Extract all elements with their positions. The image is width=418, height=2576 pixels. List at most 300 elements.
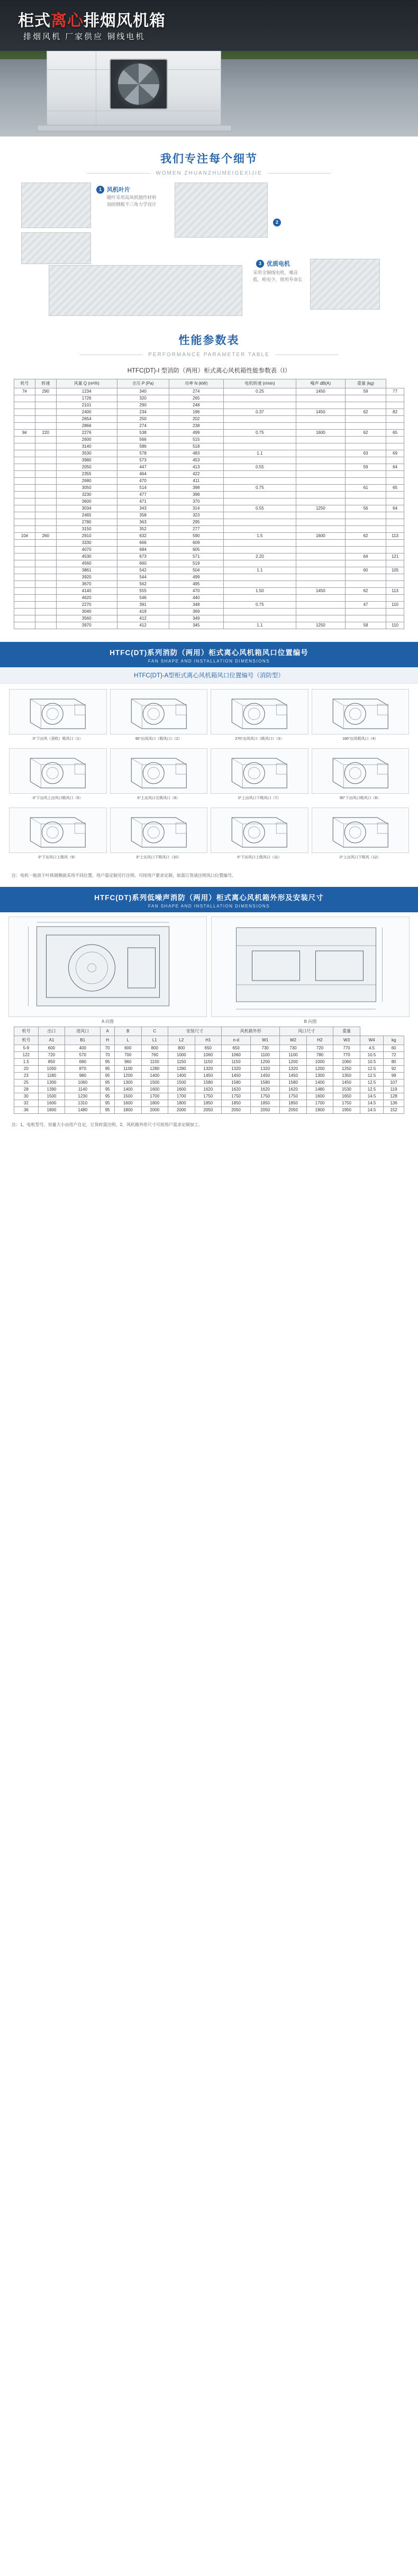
table-cell: 152 (384, 1107, 404, 1114)
table-cell (296, 498, 345, 505)
table-cell: 605 (169, 547, 223, 554)
table-cell: 1180 (38, 1073, 65, 1080)
table-cell (345, 471, 386, 478)
table-cell (35, 609, 56, 615)
table-cell: 495 (169, 581, 223, 588)
table-cell: 0.25 (224, 388, 296, 395)
table-cell: 63 (345, 450, 386, 457)
table-cell: 586 (117, 443, 169, 450)
table-cell: 1200 (251, 1059, 280, 1066)
diagram-cell-11 (209, 805, 310, 865)
table-cell: 1580 (251, 1080, 280, 1086)
table-cell: 542 (117, 567, 169, 574)
table-cell: 422 (169, 471, 223, 478)
table-cell (35, 437, 56, 443)
fan-inlet-opening (110, 59, 168, 110)
fan-position-diagram-icon (110, 808, 208, 853)
table-cell: 391 (117, 602, 169, 609)
dim-col-10: W2 (280, 1036, 307, 1045)
table-cell: 1800 (115, 1107, 142, 1114)
table-row (14, 402, 404, 409)
table-cell: 684 (117, 547, 169, 554)
table-cell: 1320 (280, 1066, 307, 1073)
table-row (14, 478, 404, 485)
hero-product-image (47, 51, 221, 129)
table-cell: 1600 (38, 1100, 65, 1107)
table-row (14, 485, 404, 492)
table-cell: 3970 (56, 622, 117, 629)
table-cell: 1750 (222, 1093, 251, 1100)
table-cell: 2050 (195, 1107, 222, 1114)
table-cell: 1150 (168, 1059, 195, 1066)
table-row (14, 526, 404, 533)
table-cell (345, 402, 386, 409)
dim-col-1: A1 (38, 1036, 65, 1045)
table-cell: 320 (117, 395, 169, 402)
table-cell: 4.5 (360, 1045, 384, 1052)
table-cell (345, 512, 386, 519)
table-cell (296, 423, 345, 430)
performance-table-block (0, 366, 418, 634)
table-cell: 1450 (280, 1073, 307, 1080)
table-cell: 2050 (280, 1107, 307, 1114)
table-row (14, 1066, 404, 1073)
table-cell (386, 560, 404, 567)
table-cell: 1150 (141, 1059, 168, 1066)
fan-position-diagram-icon (312, 689, 410, 734)
table-cell: 30 (14, 1093, 39, 1100)
table-cell: 1450 (296, 588, 345, 595)
table-cell: 113 (386, 588, 404, 595)
table-cell: 250 (117, 416, 169, 423)
perf-section-subtitle: PERFORMANCE PARAMETER TABLE (148, 352, 270, 358)
table-cell (386, 519, 404, 526)
table-cell (386, 457, 404, 464)
table-row (14, 512, 404, 519)
table-cell: 1150 (222, 1059, 251, 1066)
table-cell: 1620 (195, 1086, 222, 1093)
table-cell: 3670 (56, 581, 117, 588)
diagram-cell-2 (108, 687, 210, 746)
table-cell: 2600 (56, 437, 117, 443)
table-cell: 113 (386, 533, 404, 540)
table-cell: 121 (386, 554, 404, 560)
table-cell: 4070 (56, 547, 117, 554)
dim-col-14: kg (384, 1036, 404, 1045)
table-cell (14, 464, 35, 471)
table-cell (224, 512, 296, 519)
table-cell: 1450 (251, 1073, 280, 1080)
table-cell (296, 609, 345, 615)
table-cell: 345 (169, 622, 223, 629)
table-row (14, 395, 404, 402)
table-cell (296, 526, 345, 533)
table-cell (14, 478, 35, 485)
table-row (14, 423, 404, 430)
table-cell: 1850 (222, 1100, 251, 1107)
table-cell: 2050 (56, 464, 117, 471)
table-cell (35, 478, 56, 485)
table-cell (224, 443, 296, 450)
table-cell (296, 519, 345, 526)
table-cell (345, 498, 386, 505)
table-cell: 1450 (333, 1080, 360, 1086)
table-cell: 0.55 (224, 505, 296, 512)
table-cell: 0.75 (224, 485, 296, 492)
table-cell (35, 457, 56, 464)
table-cell: 1600 (115, 1100, 142, 1107)
fan-position-diagram-icon (312, 748, 410, 794)
table-cell: 3530 (56, 450, 117, 457)
table-cell: 1.5 (224, 533, 296, 540)
table-cell: 1390 (38, 1086, 65, 1093)
table-cell: 544 (117, 574, 169, 581)
table-cell: 128 (384, 1093, 404, 1100)
table-cell: 1060 (65, 1080, 101, 1086)
table-row (14, 547, 404, 554)
table-cell (35, 409, 56, 416)
table-cell: 62 (345, 430, 386, 437)
diagram-caption: 0°下出风口上吸风（9） (38, 856, 78, 860)
dim-col-12: W3 (333, 1036, 360, 1045)
table-cell (386, 478, 404, 485)
table-row (14, 519, 404, 526)
table-cell: 3980 (56, 457, 117, 464)
table-cell: 107 (384, 1080, 404, 1086)
table-cell (224, 574, 296, 581)
table-cell: 1650 (333, 1093, 360, 1100)
diagram-cell-3 (209, 687, 310, 746)
table-cell: 1140 (65, 1086, 101, 1093)
table-cell (14, 395, 35, 402)
table-cell: 470 (169, 588, 223, 595)
perf-section-heading (0, 318, 418, 361)
table-cell (386, 574, 404, 581)
table-cell: 1250 (296, 505, 345, 512)
table-cell: 82 (386, 409, 404, 416)
table-cell (14, 595, 35, 602)
table-row (14, 492, 404, 498)
table-cell (35, 540, 56, 547)
table-cell (14, 560, 35, 567)
table-cell: 590 (169, 533, 223, 540)
perf-col-7: 重量 (kg) (345, 379, 386, 388)
table-cell: 1320 (251, 1066, 280, 1073)
diagram-caption: 0°上出风口下吸风口（7） (238, 796, 281, 801)
table-cell (14, 423, 35, 430)
diagram-caption: 90°下出风口吸风口（8） (340, 796, 381, 801)
table-cell: 1700 (306, 1100, 333, 1107)
table-cell (35, 581, 56, 588)
table-cell: 562 (117, 581, 169, 588)
table-cell: 600 (38, 1045, 65, 1052)
table-cell (224, 478, 296, 485)
table-row (14, 560, 404, 567)
table-cell: 1400 (115, 1086, 142, 1093)
table-cell: 2050 (251, 1107, 280, 1114)
table-cell (386, 402, 404, 409)
table-cell: 72 (384, 1052, 404, 1059)
table-row (14, 443, 404, 450)
table-cell: 700 (115, 1052, 142, 1059)
fan-position-diagram-icon (9, 689, 107, 734)
table-cell: 419 (117, 609, 169, 615)
table-cell: 314 (169, 505, 223, 512)
detail-note-title-1: 风机叶片 (107, 187, 130, 193)
detail-badge-1: 1 (96, 186, 104, 194)
dim-group-col-5: C (141, 1027, 168, 1036)
table-cell: 64 (386, 505, 404, 512)
table-cell (14, 485, 35, 492)
table-cell: 413 (169, 464, 223, 471)
table-cell (35, 450, 56, 457)
table-cell (296, 560, 345, 567)
table-cell: 248 (169, 402, 223, 409)
fan-position-diagram-icon (110, 748, 208, 794)
table-cell: 14.5 (360, 1107, 384, 1114)
table-cell: 59 (345, 464, 386, 471)
table-cell (35, 492, 56, 498)
table-cell (35, 547, 56, 554)
table-cell: 1750 (251, 1093, 280, 1100)
table-cell (14, 437, 35, 443)
table-cell (345, 560, 386, 567)
page-subtitle: 排烟风机 厂家供应 铜线电机 (23, 32, 146, 41)
table-cell: 673 (117, 554, 169, 560)
table-cell (35, 416, 56, 423)
fan-position-diagram-icon (211, 748, 308, 794)
table-cell: 730 (280, 1045, 307, 1052)
table-cell: 1700 (168, 1093, 195, 1100)
table-cell (14, 588, 35, 595)
table-cell: 290 (117, 402, 169, 409)
table-cell: 566 (117, 437, 169, 443)
table-cell (224, 416, 296, 423)
table-cell (14, 505, 35, 512)
table-cell: 770 (333, 1045, 360, 1052)
table-cell: 1600 (306, 1093, 333, 1100)
table-cell: 1.1 (224, 450, 296, 457)
table-cell: 1450 (296, 409, 345, 416)
table-cell: 1.5 (14, 1059, 39, 1066)
dim-col-4: L (115, 1036, 142, 1045)
page-title (18, 7, 166, 31)
table-cell: 110 (386, 602, 404, 609)
dim-col-5: L1 (141, 1036, 168, 1045)
table-cell: 1620 (251, 1086, 280, 1093)
dimension-table-block (0, 1027, 418, 1119)
table-cell: 1300 (306, 1073, 333, 1080)
table-cell (386, 416, 404, 423)
diagram-caption: 0°下出风口上吸风口（11） (237, 856, 282, 860)
table-cell (224, 581, 296, 588)
table-cell: 12.5 (360, 1086, 384, 1093)
table-row (14, 1100, 404, 1107)
table-cell (296, 547, 345, 554)
table-cell (35, 574, 56, 581)
table-cell (35, 615, 56, 622)
table-cell: 1400 (168, 1073, 195, 1080)
table-cell (14, 581, 35, 588)
table-cell: 720 (306, 1045, 333, 1052)
table-cell (35, 595, 56, 602)
table-cell (224, 423, 296, 430)
table-cell (224, 560, 296, 567)
table-row (14, 1107, 404, 1114)
table-cell: 277 (169, 526, 223, 533)
dim-col-11: H2 (306, 1036, 333, 1045)
fan-position-subtitle: HTFC(DT)-A型柜式离心风机箱风口位置编号（消防型） (0, 667, 418, 684)
table-cell: 650 (195, 1045, 222, 1052)
table-cell: 2276 (56, 430, 117, 437)
dim-col-8: n-d (222, 1036, 251, 1045)
table-cell (296, 402, 345, 409)
table-cell: 3040 (56, 609, 117, 615)
table-cell (14, 574, 35, 581)
table-cell: 1000 (168, 1052, 195, 1059)
table-cell: 1850 (195, 1100, 222, 1107)
diagram-caption: 270°出风风口（吸风口）（3） (235, 737, 284, 741)
table-cell: 398 (169, 492, 223, 498)
title-part1: 柜式 (18, 12, 51, 30)
table-cell: 343 (117, 505, 169, 512)
table-cell (224, 595, 296, 602)
table-cell (345, 615, 386, 622)
diagram-cell-6 (108, 746, 210, 805)
table-cell (386, 423, 404, 430)
detail-photo-large-unit (49, 265, 242, 316)
table-cell: 1.1 (224, 622, 296, 629)
table-row (14, 437, 404, 443)
table-cell (296, 512, 345, 519)
table-cell (345, 457, 386, 464)
table-cell: 499 (169, 574, 223, 581)
table-cell: 12.5 (360, 1073, 384, 1080)
performance-table-header-row (14, 379, 404, 388)
table-cell (14, 416, 35, 423)
table-cell: 265 (169, 395, 223, 402)
table-cell: 0.75 (224, 602, 296, 609)
table-cell: 119 (384, 1086, 404, 1093)
perf-section-title: 性能参数表 (178, 334, 240, 347)
table-cell: 3150 (56, 526, 117, 533)
table-cell: 3330 (56, 540, 117, 547)
table-cell (224, 526, 296, 533)
table-row (14, 1045, 404, 1052)
table-cell (386, 581, 404, 588)
table-cell: 1450 (195, 1073, 222, 1080)
table-cell: 32 (14, 1100, 39, 1107)
table-cell (296, 615, 345, 622)
table-cell (14, 402, 35, 409)
dim-col-2: B1 (65, 1036, 101, 1045)
table-row (14, 464, 404, 471)
table-cell (224, 492, 296, 498)
table-cell: 2910 (56, 533, 117, 540)
table-cell: 1500 (38, 1093, 65, 1100)
table-cell (14, 547, 35, 554)
table-cell (296, 416, 345, 423)
table-cell (14, 498, 35, 505)
table-row (14, 533, 404, 540)
table-cell: 1400 (306, 1080, 333, 1086)
table-cell (14, 554, 35, 560)
dim-group-col-9: 重量 (333, 1027, 360, 1036)
fan-position-footnote: 注：电机一般放于叶体圆侧面采用不同位置，用户需定制另行注明。可按用户要求定制，如需订货请注明风口位置编号。 (12, 873, 236, 878)
table-cell (224, 519, 296, 526)
table-cell: 3140 (56, 443, 117, 450)
table-cell: 1530 (333, 1086, 360, 1093)
table-cell (35, 602, 56, 609)
table-cell (386, 492, 404, 498)
table-row (14, 574, 404, 581)
table-cell: 453 (169, 457, 223, 464)
diagram-caption: 0°下出风（顶吹）吸风口（1） (32, 737, 83, 741)
table-cell: 1060 (333, 1059, 360, 1066)
dimensions-banner-subtitle: FAN SHAPE AND INSTALLATION DIMENSIONS (148, 904, 270, 909)
detail-note-desc-1: 随叶采用高风机制作材料加固钢板不三角力学设计 (107, 195, 157, 207)
table-cell: 515 (169, 437, 223, 443)
table-cell: 519 (169, 560, 223, 567)
table-cell: 1200 (306, 1066, 333, 1073)
table-cell: 412 (117, 615, 169, 622)
table-row (14, 1073, 404, 1080)
table-cell: 70 (101, 1045, 115, 1052)
diagram-cell-7 (209, 746, 310, 805)
outline-drawing-front (8, 917, 207, 1017)
table-cell (386, 609, 404, 615)
table-cell: 2050 (222, 1107, 251, 1114)
table-cell: 1500 (115, 1093, 142, 1100)
table-cell: 730 (251, 1045, 280, 1052)
table-cell (35, 485, 56, 492)
table-cell: 1280 (141, 1066, 168, 1073)
table-cell: 1700 (141, 1093, 168, 1100)
perf-col-4: 功率 N (kW) (169, 379, 223, 388)
table-cell: 23 (14, 1073, 39, 1080)
table-cell: 20 (14, 1066, 39, 1073)
table-cell: 870 (65, 1066, 101, 1073)
perf-col-6: 噪声 dB(A) (296, 379, 345, 388)
table-row (14, 409, 404, 416)
table-cell: 1480 (306, 1086, 333, 1093)
table-cell: 960 (115, 1059, 142, 1066)
table-cell (224, 498, 296, 505)
table-cell: 2101 (56, 402, 117, 409)
table-cell (345, 581, 386, 588)
diagram-cell-12 (310, 805, 411, 865)
table-cell (296, 554, 345, 560)
table-cell: 980 (65, 1073, 101, 1080)
dimension-table-group-header-row (14, 1027, 404, 1036)
table-cell: 238 (169, 423, 223, 430)
table-cell (35, 471, 56, 478)
table-cell (35, 554, 56, 560)
outline-drawing-side (211, 917, 410, 1017)
table-row (14, 567, 404, 574)
detail-photo-cabinet (175, 183, 268, 238)
table-cell: 1850 (251, 1100, 280, 1107)
table-cell (296, 464, 345, 471)
table-cell: 2355 (56, 471, 117, 478)
table-cell: 1060 (195, 1052, 222, 1059)
table-cell (35, 519, 56, 526)
table-cell: 2866 (56, 423, 117, 430)
table-cell: 28 (14, 1086, 39, 1093)
table-cell (386, 595, 404, 602)
outline-drawings (0, 912, 418, 1027)
table-row (14, 602, 404, 609)
